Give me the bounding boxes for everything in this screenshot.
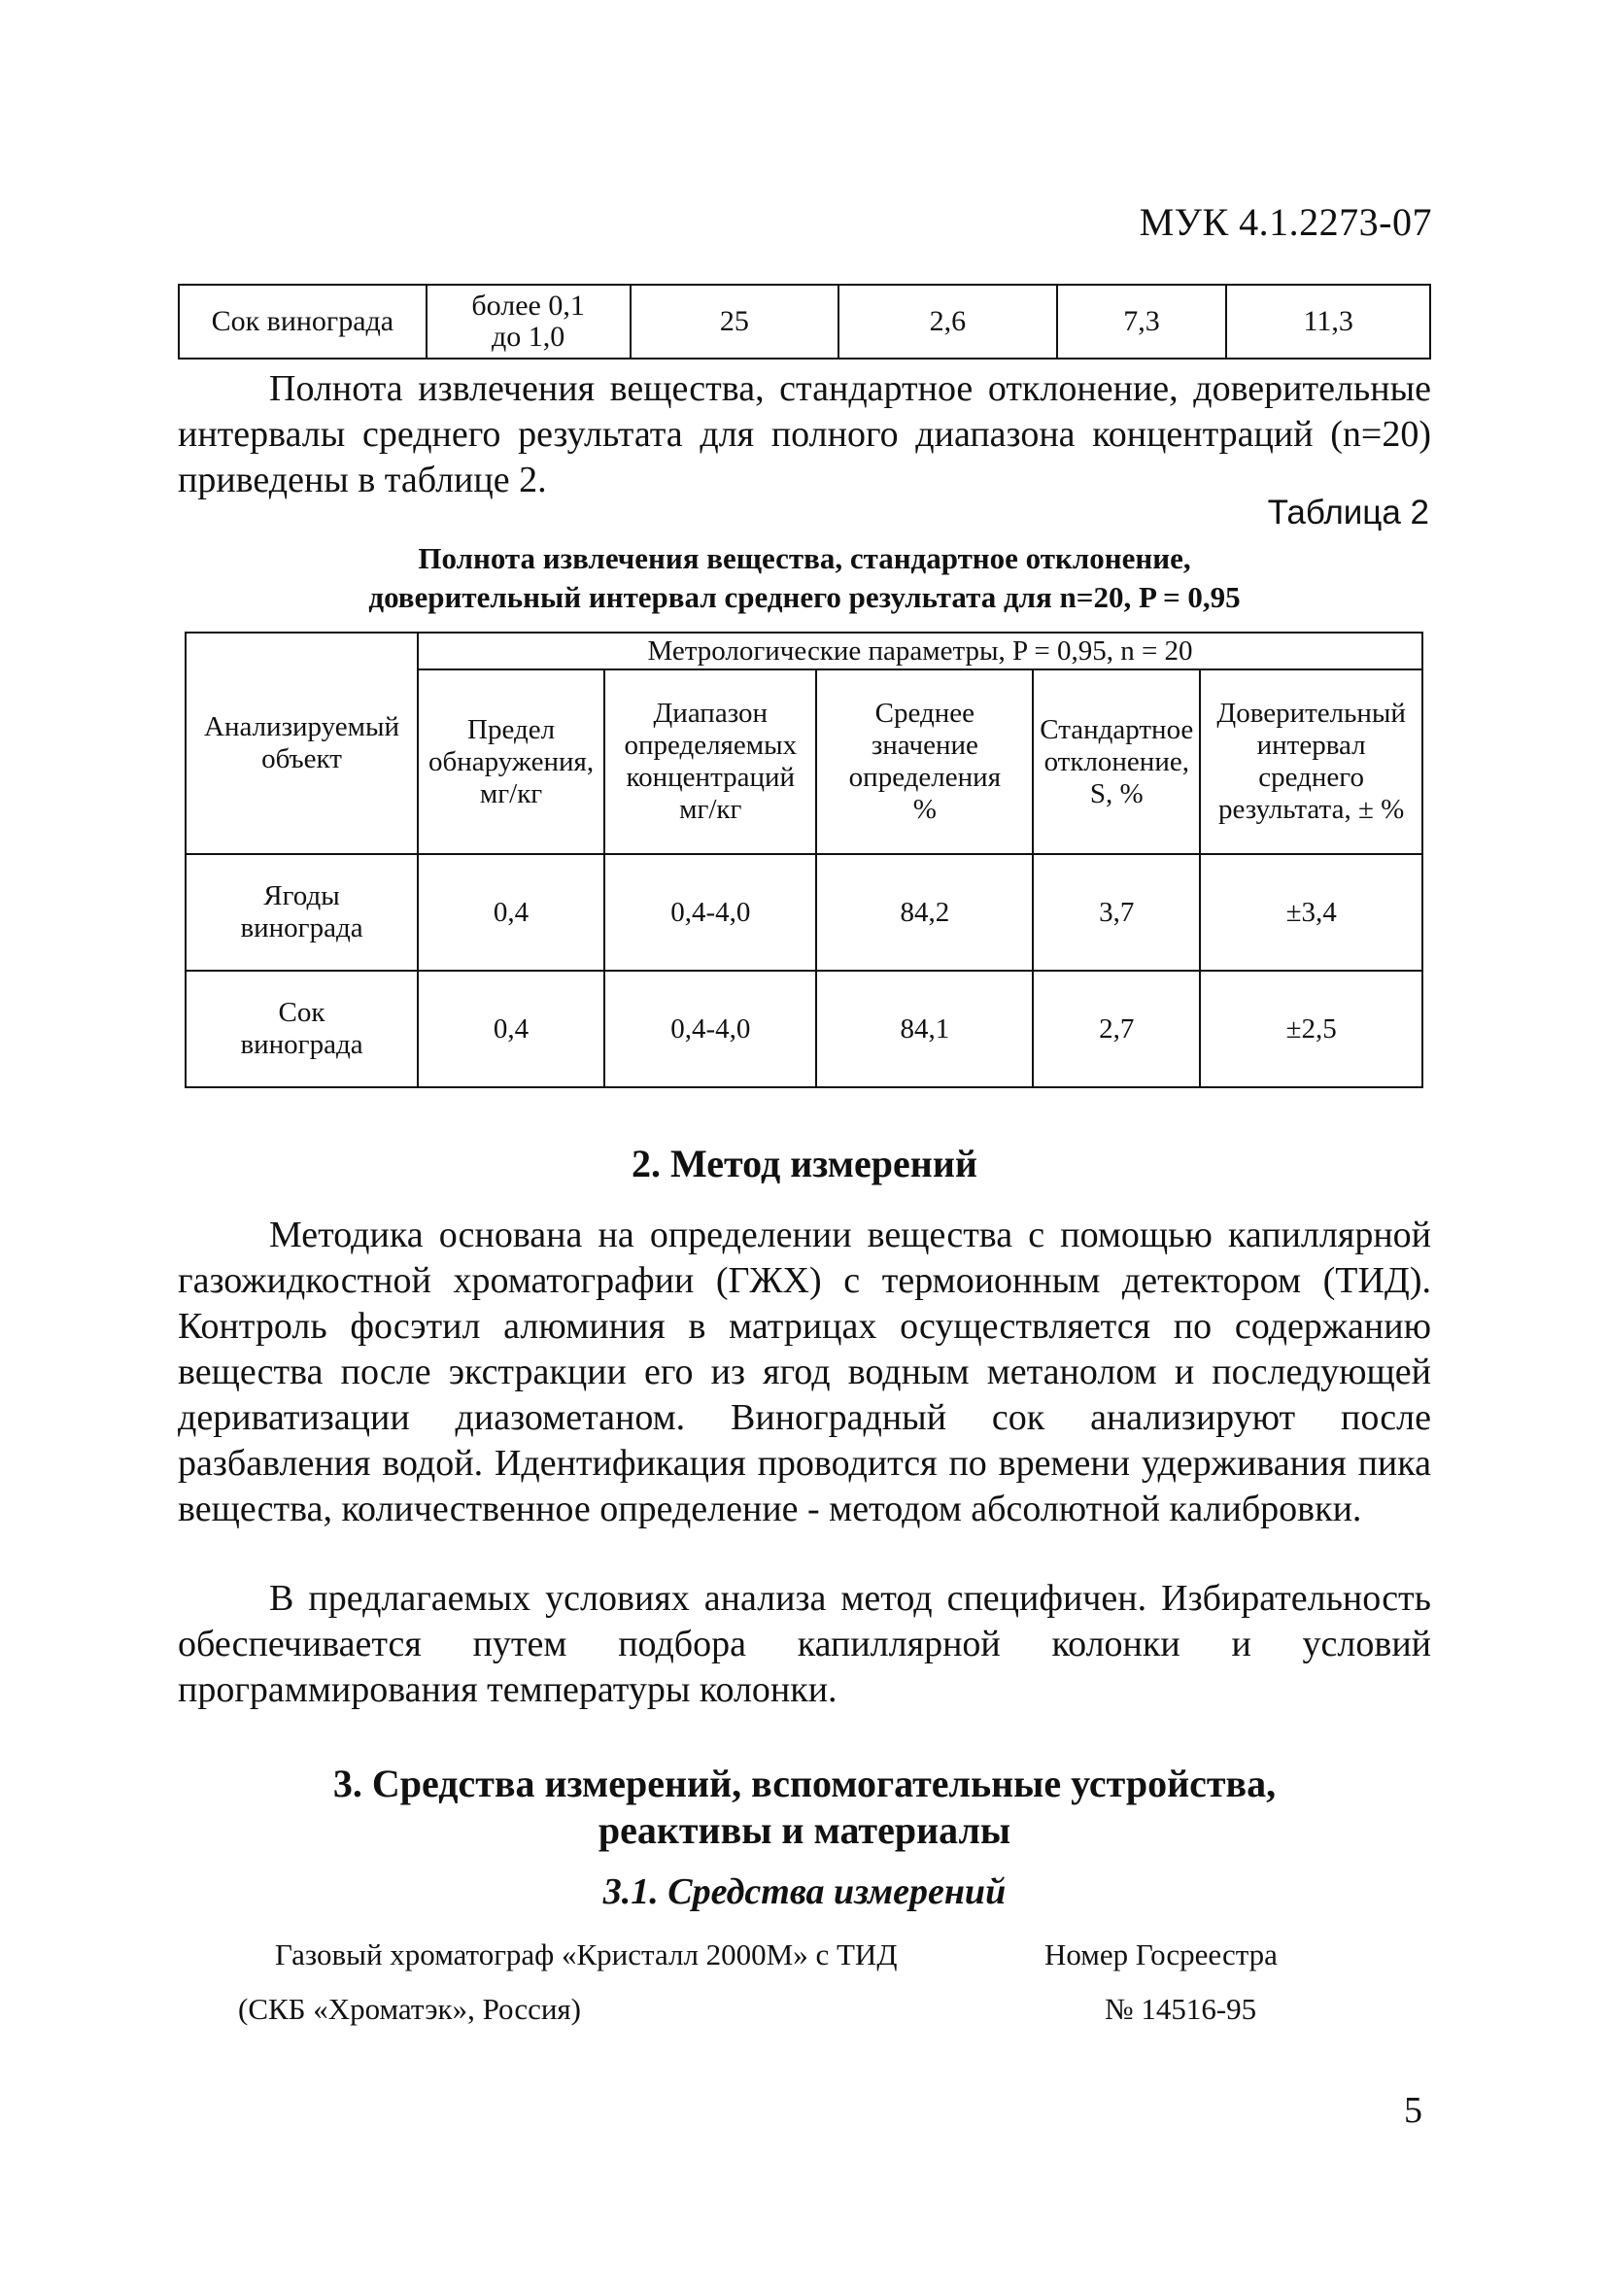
table-cell: 0,4-4,0: [604, 971, 816, 1087]
table-header-row: [186, 633, 1422, 669]
column-header-range: Диапазон определяемых концентраций мг/кг: [604, 669, 816, 854]
table-row: [186, 854, 1422, 971]
table-2-title-line2: доверительный интервал среднего результата для n=20, P = 0,95: [368, 580, 1241, 614]
table-2: [185, 632, 1423, 1088]
table-cell: Ягоды винограда: [186, 854, 418, 971]
section-2-title: 2. Метод измерений: [632, 1142, 977, 1185]
table-2-title-line1: Полнота извлечения вещества, стандартное отклонение,: [418, 541, 1191, 575]
equipment-manufacturer: (СКБ «Хроматэк», Россия): [238, 1992, 582, 2026]
column-header-std-dev: Стандартное отклонение, S, %: [1033, 669, 1200, 854]
table-cell: более 0,1 до 1,0: [427, 285, 631, 359]
table-cell: 84,2: [816, 854, 1033, 971]
table-row: [186, 971, 1422, 1087]
table-1-continuation: [178, 284, 1431, 360]
table-cell: 0,4-4,0: [604, 854, 816, 971]
table-cell: 84,1: [816, 971, 1033, 1087]
table-cell: ±2,5: [1200, 971, 1422, 1087]
table-cell: 11,3: [1226, 285, 1430, 359]
table-cell: 7,3: [1057, 285, 1227, 359]
section-3-title-line1: 3. Средства измерений, вспомогательные устройства,: [332, 1762, 1277, 1805]
table-cell: Сок винограда: [179, 285, 427, 359]
page-number: 5: [1404, 2090, 1422, 2131]
column-header-detection-limit: Предел обнаружения, мг/кг: [418, 669, 604, 854]
subsection-3-1-title: 3.1. Средства измерений: [602, 1871, 1007, 1912]
registry-label: Номер Госреестра: [1044, 1937, 1278, 1971]
table-2-label: Таблица 2: [1267, 494, 1429, 531]
section-2-paragraph-1: Методика основана на определении вещества с помощью капиллярной газожидкостной хроматографии (ГЖХ) с термоионным детектором (ТИД). Контроль фосэтил алюминия в матрицах осуществляется по содержанию вещества после экстракции его из ягод водным метанолом и последующей дериватизации диазометаном. Виноградный сок анализируют после разбавления водой. Идентификация проводится по времени удерживания пика вещества, количественное определение - методом абсолютной калибровки.: [178, 1215, 1431, 1529]
table-cell: 2,6: [838, 285, 1057, 359]
column-header-object: Анализируемый объект: [186, 633, 418, 854]
table-cell: 0,4: [418, 854, 604, 971]
section-2-paragraph-2: В предлагаемых условиях анализа метод специфичен. Избирательность обеспечивается путем подбора капиллярной колонки и условий программирования температуры колонки.: [178, 1578, 1431, 1710]
table-row: [179, 285, 1430, 359]
registry-number: № 14516-95: [1105, 1992, 1257, 2026]
table-cell: Сок винограда: [186, 971, 418, 1087]
equipment-name: Газовый хроматограф «Кристалл 2000М» с ТИД: [275, 1937, 898, 1971]
table-cell: 3,7: [1033, 854, 1200, 971]
table-cell: 2,7: [1033, 971, 1200, 1087]
column-header-mean: Среднее значение определения %: [816, 669, 1033, 854]
column-header-confidence: Доверительный интервал среднего результата, ± %: [1200, 669, 1422, 854]
group-header: Метрологические параметры, P = 0,95, n = 20: [418, 633, 1422, 669]
table-cell: 25: [631, 285, 839, 359]
intro-paragraph: Полнота извлечения вещества, стандартное отклонение, доверительные интервалы среднего результата для полного диапазона концентраций (n=20) приведены в таблице 2.: [178, 368, 1431, 500]
section-3-title-line2: реактивы и материалы: [598, 1808, 1011, 1852]
table-cell: 0,4: [418, 971, 604, 1087]
document-code: МУК 4.1.2273-07: [1139, 200, 1432, 244]
table-cell: ±3,4: [1200, 854, 1422, 971]
